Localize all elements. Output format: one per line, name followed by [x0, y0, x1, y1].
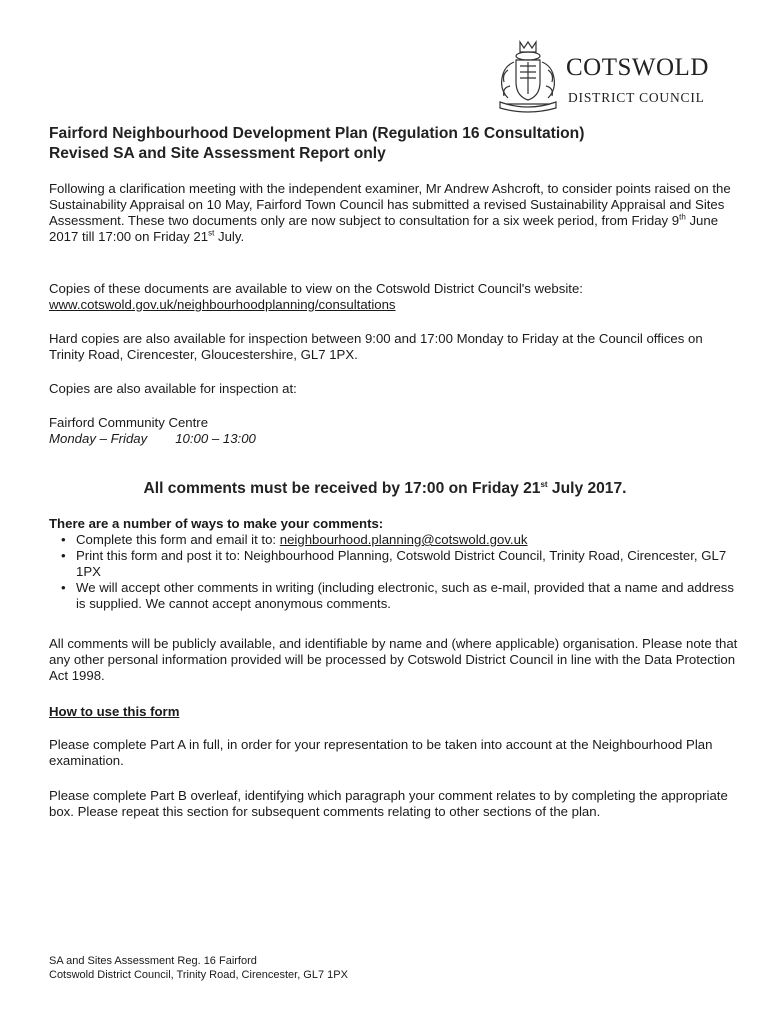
email-link[interactable]: neighbourhood.planning@cotswold.gov.uk [279, 532, 528, 547]
hard-copies-paragraph: Hard copies are also available for inspection between 9:00 and 17:00 Monday to Friday at the Council offices on Trinity Road, Cirencester, Gloucestershire, GL7 1PX. [49, 331, 703, 362]
deadline-sup: st [540, 479, 548, 489]
venue-hours: 10:00 – 13:00 [175, 431, 256, 446]
copies-web-text: Copies of these documents are available to view on the Cotswold District Council's website: [49, 281, 583, 296]
intro-sup-a: th [679, 212, 686, 222]
venue-opening-hours [49, 431, 739, 447]
intro-sup-b: st [208, 228, 215, 238]
title-line-2: Revised SA and Site Assessment Report only [49, 145, 386, 162]
copies-web-paragraph [49, 281, 739, 313]
document-title [49, 124, 739, 164]
logo-council-subtitle: DISTRICT COUNCIL [568, 90, 705, 105]
intro-text-b: June 2017 till 17:00 on Friday 21 [49, 213, 719, 244]
title-line-1: Fairford Neighbourhood Development Plan (Regulation 16 Consultation) [49, 125, 585, 142]
ways-heading: There are a number of ways to make your comments: [49, 516, 384, 531]
deadline-text-b: July 2017. [547, 480, 627, 497]
footer-line-2: Cotswold District Council, Trinity Road, Cirencester, GL7 1PX [49, 969, 348, 981]
venue-block [49, 415, 739, 447]
logo-council-name: COTSWOLD [566, 54, 709, 81]
way-email-text: Complete this form and email it to: [76, 532, 280, 547]
venue-days: Monday – Friday [49, 431, 148, 446]
howto-heading: How to use this form [49, 704, 180, 719]
howto-paragraph-1: Please complete Part A in full, in order for your representation to be taken into account at the Neighbourhood Plan examination. [49, 737, 713, 768]
council-logo [494, 40, 734, 114]
howto-paragraph-2: Please complete Part B overleaf, identifying which paragraph your comment relates to by completing the appropriate box. Please repeat this section for subsequent comments relating to other sections of the plan. [49, 788, 728, 819]
footer-line-1: SA and Sites Assessment Reg. 16 Fairford [49, 955, 257, 967]
coat-of-arms-icon [494, 40, 562, 114]
list-item: • Print this form and post it to: Neighbourhood Planning, Cotswold District Council, Trinity Road, Cirencester, GL7 1PX [49, 548, 739, 580]
public-notice-paragraph: All comments will be publicly available, and identifiable by name and (where applicable) organisation. Please note that any other personal information provided will be processed by Cotswold District Council in line with the Data Protection Act 1998. [49, 636, 738, 683]
ways-list [49, 532, 739, 612]
intro-paragraph [49, 181, 739, 245]
deadline-notice [0, 481, 770, 497]
list-item [49, 532, 739, 548]
consultations-link[interactable]: www.cotswold.gov.uk/neighbourhoodplanning/consultations [49, 297, 396, 312]
intro-text-c: July. [214, 229, 245, 244]
intro-text-a: Following a clarification meeting with the independent examiner, Mr Andrew Ashcroft, to consider points raised on the Sustainability Appraisal on 10 May, Fairford Town Council has submitted a revised Sustainability Appraisal and Sites Assessment. These two documents only are now subject to consultation for a six week period, from Friday 9 [49, 181, 731, 228]
deadline-text-a: All comments must be received by 17:00 on Friday 21 [143, 480, 541, 497]
page-footer [49, 954, 348, 982]
list-item: • We will accept other comments in writing (including electronic, such as e-mail, provided that a name and address is supplied. We cannot accept anonymous comments. [49, 580, 739, 612]
copies-at-paragraph: Copies are also available for inspection at: [49, 381, 297, 396]
venue-name: Fairford Community Centre [49, 415, 209, 430]
